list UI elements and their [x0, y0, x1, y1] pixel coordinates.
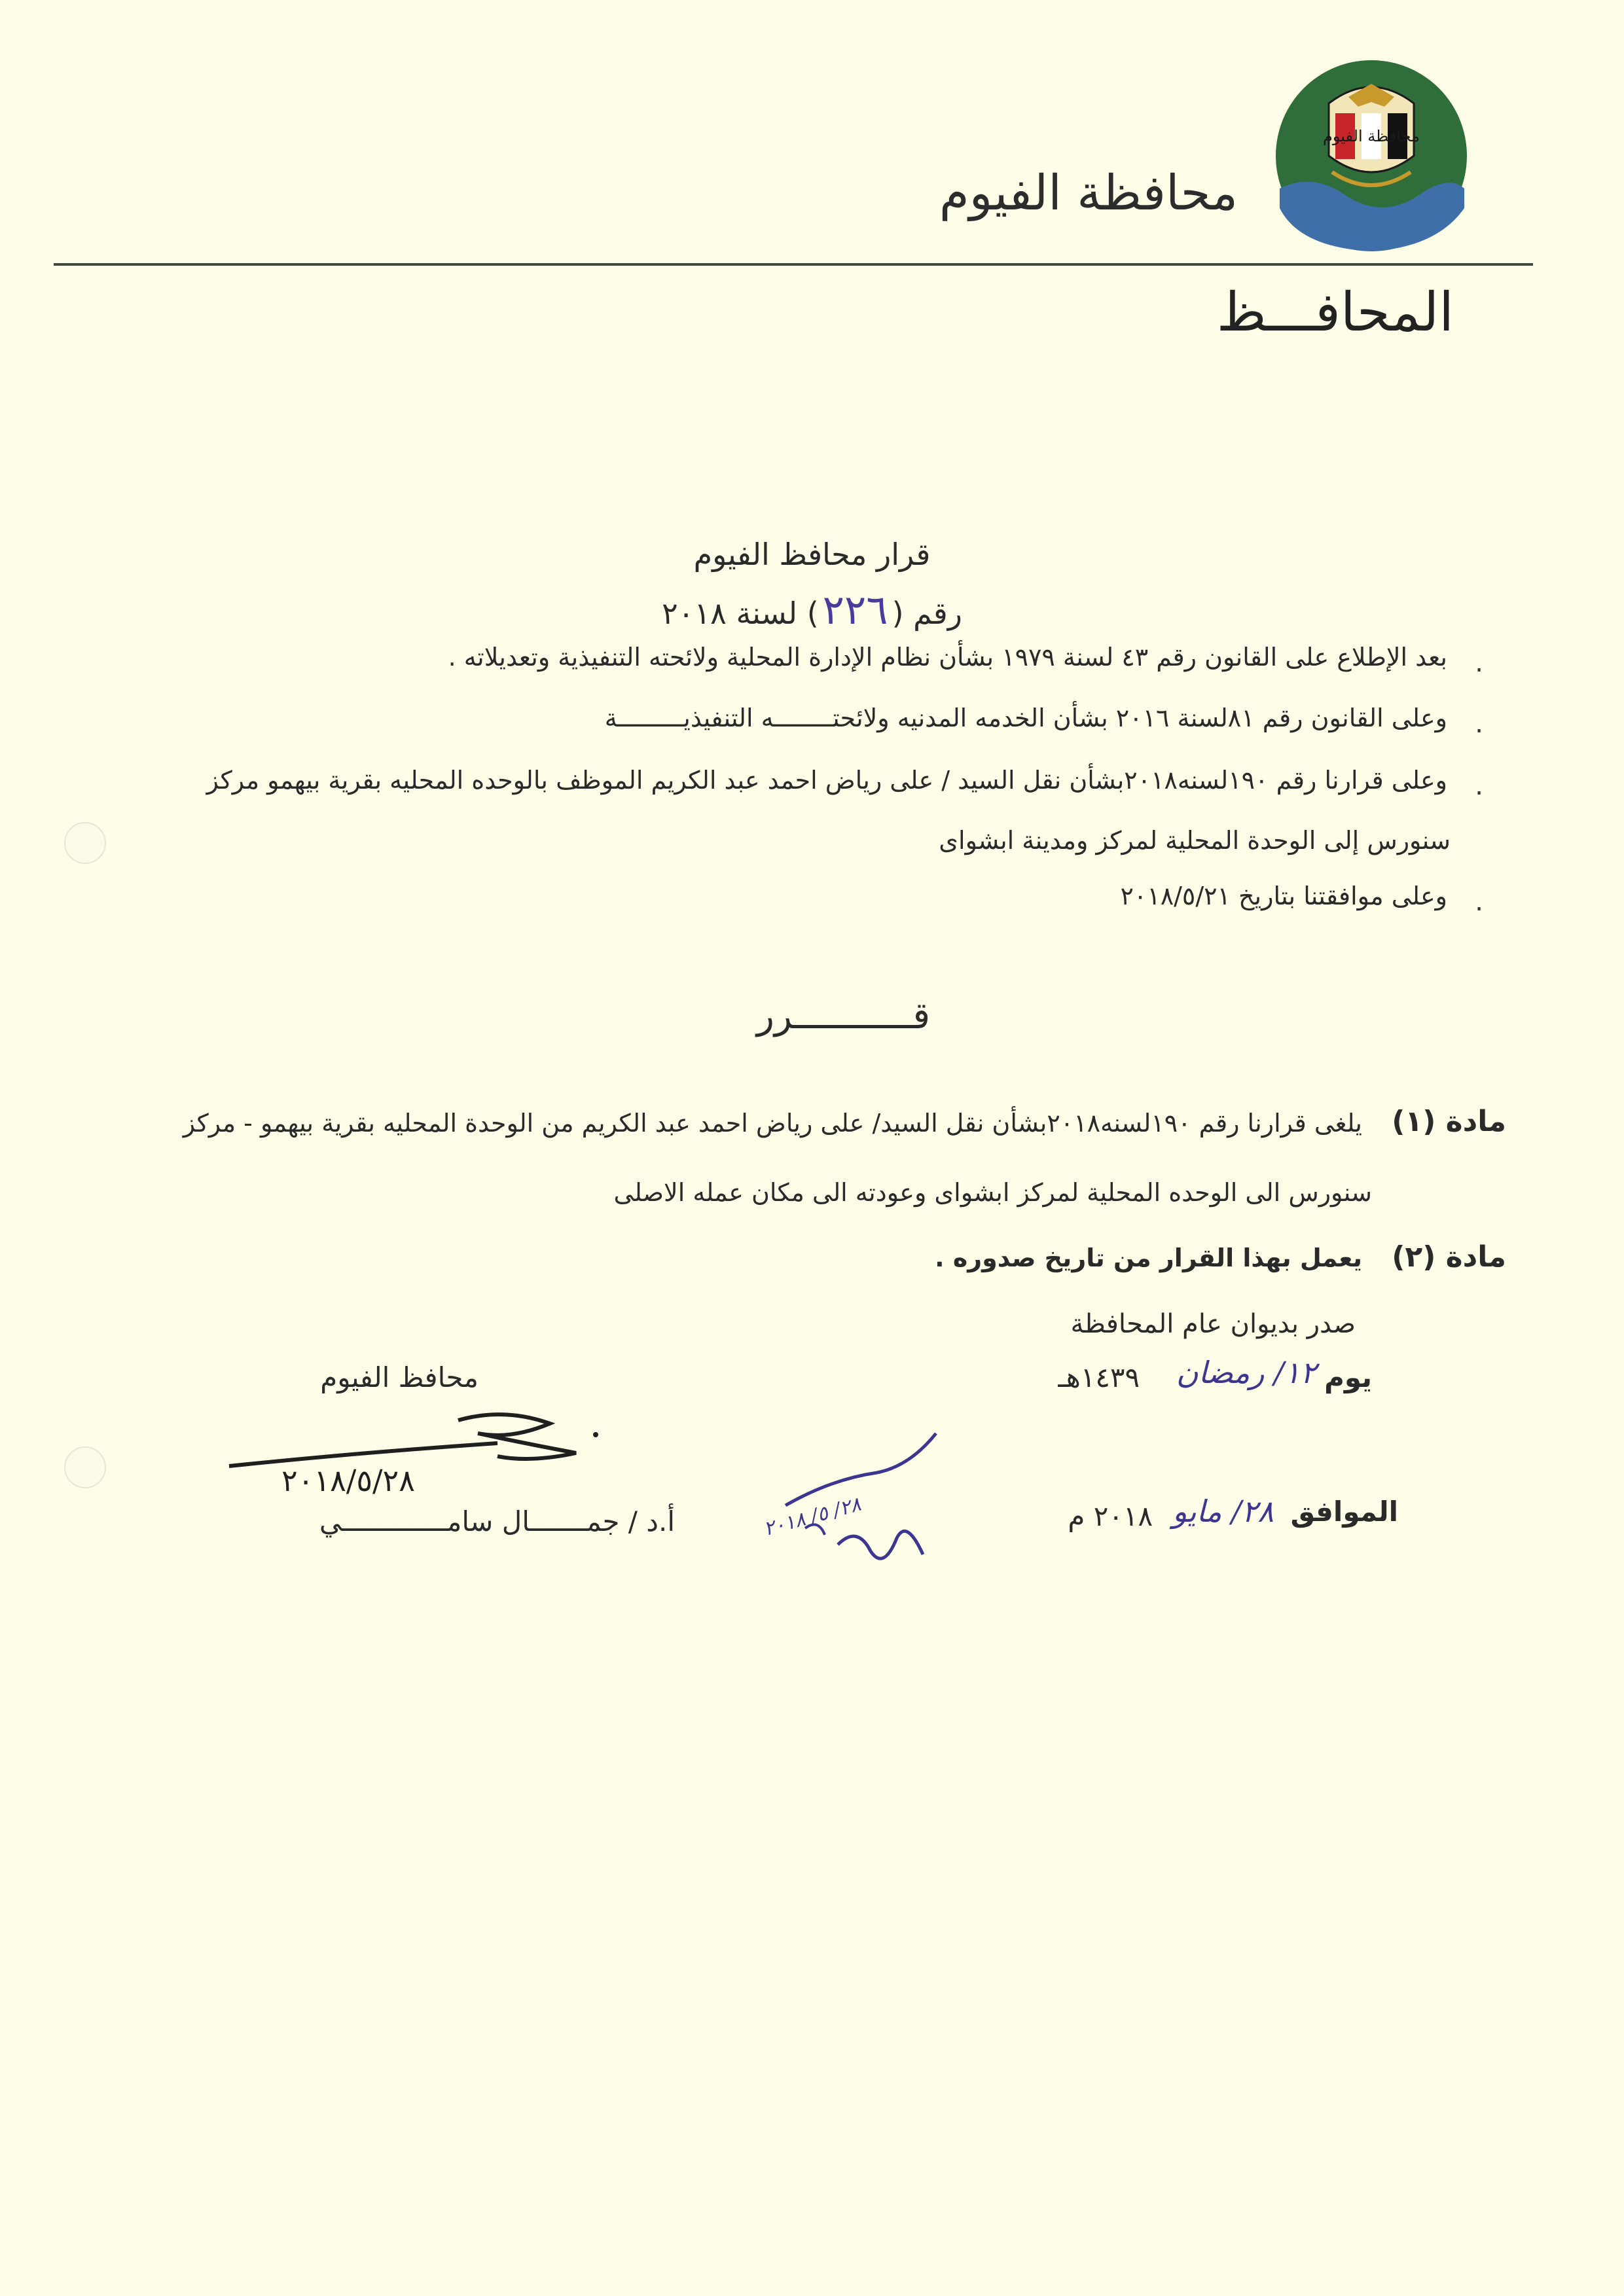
article-text: يعمل بهذا القرار من تاريخ صدوره . — [935, 1244, 1362, 1272]
preamble-line: وعلى قرارنا رقم ١٩٠لسنه٢٠١٨بشأن نقل السيد / على رياض احمد عبد الكريم الموظف بالوحده المحليه بقرية بيهمو مركز — [206, 766, 1447, 795]
issued-at: صدر بديوان عام المحافظة — [1070, 1309, 1356, 1339]
punch-hole — [64, 1446, 106, 1488]
bullet: . — [1475, 648, 1483, 678]
decision-number: ٢٢٦ — [822, 586, 888, 634]
gregorian-label: الموافق — [1290, 1496, 1398, 1528]
article-text: يلغى قرارنا رقم ١٩٠لسنه٢٠١٨بشأن نقل السيد/ على رياض احمد عبد الكريم من الوحدة المحليه بقرية بيهمو - مركز — [183, 1109, 1362, 1138]
governorate-emblem — [1273, 58, 1470, 254]
initials-signature — [759, 1414, 969, 1577]
header-title: محافظة الفيوم — [939, 165, 1238, 221]
emblem-label: محافظة الفيوم — [1323, 127, 1420, 145]
header-subtitle: المحافـــظ — [1216, 281, 1454, 344]
bullet: . — [1475, 771, 1483, 801]
preamble-line: بعد الإطلاع على القانون رقم ٤٣ لسنة ١٩٧٩ بشأن نظام الإدارة المحلية ولائحته التنفيذية وتعديلاته . — [448, 643, 1447, 672]
gregorian-year: ٢٠١٨ م — [1068, 1500, 1153, 1532]
article-text: سنورس الى الوحده المحلية لمركز ابشواى وعودته الى مكان عمله الاصلى — [613, 1178, 1372, 1207]
preamble-line: وعلى موافقتنا بتاريخ ٢٠١٨/٥/٢١ — [1120, 882, 1447, 910]
decision-title: قرار محافظ الفيوم — [693, 537, 931, 572]
bullet: . — [1475, 887, 1483, 917]
article-label: مادة (٢) — [1392, 1240, 1506, 1274]
hijri-date-handwritten: ١٢/ رمضان — [1176, 1355, 1316, 1390]
day-label: يوم — [1324, 1361, 1372, 1393]
gregorian-date-handwritten: ٢٨/ مايو — [1172, 1494, 1274, 1529]
bullet: . — [1475, 709, 1483, 739]
initials-date: ٢٨/ ٥/ ٢٠١٨ — [761, 1492, 864, 1541]
article-label: مادة (١) — [1392, 1105, 1506, 1138]
decision-number-prefix: رقم ( — [892, 596, 962, 631]
signatory-name: أ.د / جمـــــــال سامـــــــــــــي — [319, 1505, 675, 1537]
punch-hole — [64, 822, 106, 864]
preamble-line: سنورس إلى الوحدة المحلية لمركز ومدينة ابشواى — [939, 826, 1451, 855]
decision-year: ) لسنة ٢٠١٨ — [662, 596, 819, 631]
decision-number-line — [0, 586, 1624, 634]
signature-title: محافظ الفيوم — [320, 1361, 478, 1393]
header-divider — [54, 263, 1533, 266]
hijri-year: ١٤٣٩هـ — [1058, 1361, 1140, 1393]
decision-heading: قـــــــــــرر — [756, 995, 930, 1037]
signature-date-handwritten: ٢٠١٨/٥/٢٨ — [281, 1463, 415, 1498]
preamble-line: وعلى القانون رقم ٨١لسنة ٢٠١٦ بشأن الخدمه المدنيه ولائحتــــــــه التنفيذيـــــــــة — [604, 704, 1447, 732]
